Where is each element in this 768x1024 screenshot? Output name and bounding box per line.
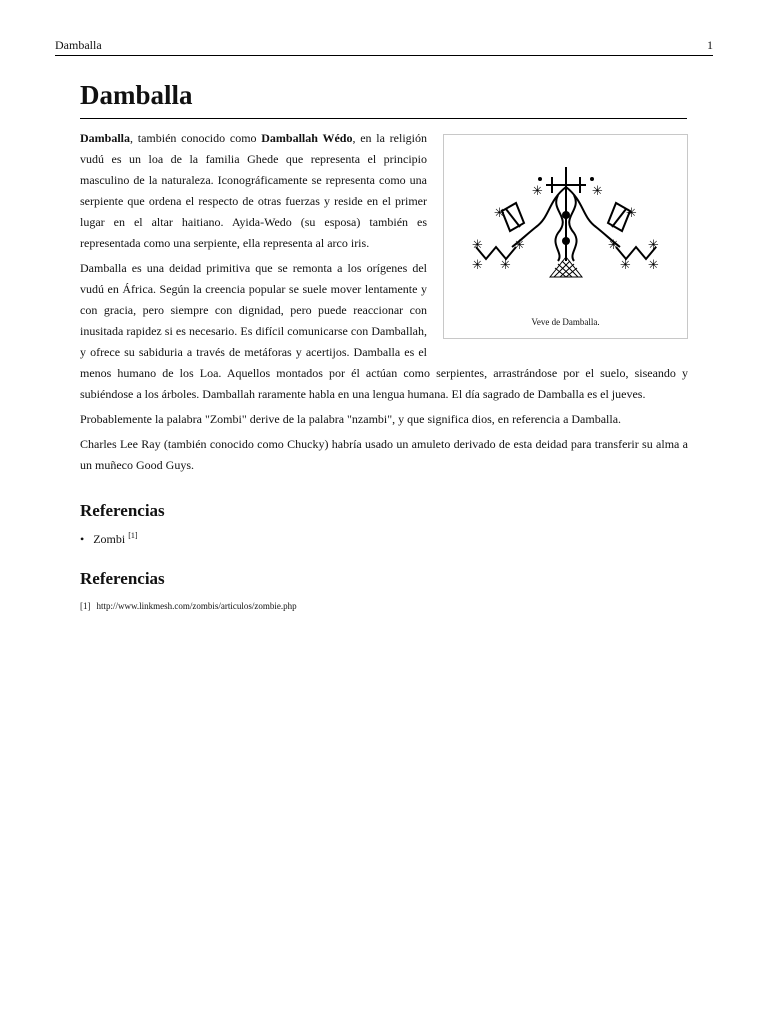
svg-text:✳: ✳ [472,238,483,253]
reference-list [80,600,297,612]
svg-text:✳: ✳ [500,258,511,273]
intro-text-1: , también conocido como [130,131,262,145]
list-item[interactable] [80,528,138,547]
veve-icon [454,165,678,283]
svg-text:✳: ✳ [494,206,505,221]
body-paragraph-1: Damballa es una deidad primitiva que se remonta a los orígenes del vudú en África. Según la creencia popular se suele mover lentamente y con gracia, pero siempre con dignidad, pero puede reaccionar con inusitada rapidez si es necesario. Es difícil comunicarse con Damballah, y ofrece su sabiduria a través de metáforas y acertijos. Damballa es el menos humano de los Loa. Aquellos montados por él actúan como serpientes, arrastrándose por el suelo, siseando y subiéndose a los árboles. Damballah raramente habla en una lengua humana. El día sagrado de Damballa es el jueves. [80,261,688,401]
running-header [55,38,713,56]
reference-number: [1] [80,601,91,611]
reference-link[interactable]: http://www.linkmesh.com/zombis/articulos/zombie.php [96,601,297,611]
svg-text:✳: ✳ [472,258,483,273]
svg-text:✳: ✳ [608,238,619,253]
svg-text:✳: ✳ [514,238,525,253]
see-also-list [80,528,138,547]
svg-text:✳: ✳ [626,206,637,221]
page-number: 1 [707,38,713,52]
figure-caption: Veve de Damballa. [531,317,600,327]
svg-text:✳: ✳ [648,258,659,273]
footnote-ref[interactable]: [1] [128,531,138,540]
section-heading-references: Referencias [80,569,165,588]
body-paragraph-2: Probablemente la palabra "Zombi" derive de la palabra "nzambi", y que significa dios, en referencia a Damballa. [80,412,622,426]
term-damballah-wedo: Damballah Wédo [261,131,353,145]
svg-text:✳: ✳ [648,238,659,253]
link-zombi[interactable]: Zombi [93,532,126,546]
header-title: Damballa [55,38,102,52]
figure-veve [443,134,688,339]
intro-text-2: , en la religión vudú es un loa de la familia Ghede que representa el principio masculino de la naturaleza. Iconográficamente se representa como una serpiente que ordena el respecto de otras fuerzas y reside en el primer lugar en el altar haitiano. Ayida-Wedo (su esposa) también es representada como una serpiente, ella representa al arco iris. [80,131,427,250]
svg-text:✳: ✳ [532,184,543,199]
section-heading-see-also: Referencias [80,501,165,520]
body-paragraph-3: Charles Lee Ray (también conocido como Chucky) habría usado un amuleto derivado de esta deidad para transferir su alma a un muñeco Good Guys. [80,437,688,472]
svg-text:✳: ✳ [592,184,603,199]
article-body [80,128,688,480]
page-title: Damballa [80,78,687,119]
svg-text:✳: ✳ [620,258,631,273]
term-damballa: Damballa [80,131,131,145]
